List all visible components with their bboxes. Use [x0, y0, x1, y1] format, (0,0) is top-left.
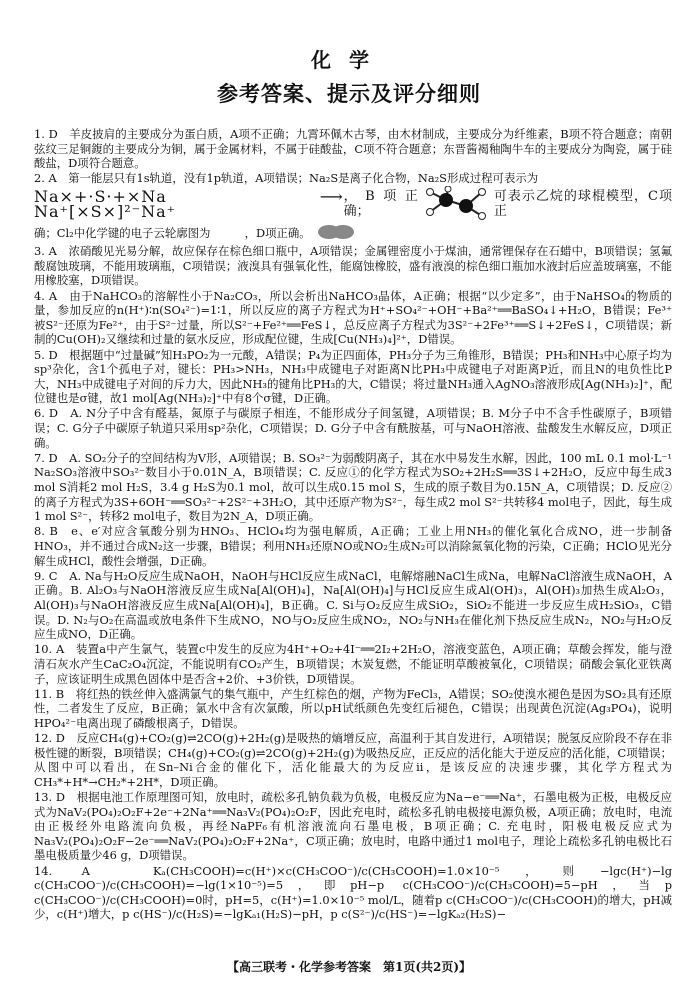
answer-item-10: 10. A 装置a中产生氯气，装置c中发生的反应为4H⁺+O₂+4I⁻══2I₂+2H₂O，溶液变蓝色，A项正确；草酸会挥发，能与澄清石灰水产生CaC₂O₄沉淀，不能说明有CO₂产生，B项错误；木炭复燃，不能证明草酸被氧化，C项错误；硝酸会氧化亚铁离子，应该证明生成黑色固体中是否含+2价、+3价铁，D项错误。: [34, 642, 672, 686]
answer-item-3: 3. A 浓硝酸见光易分解，故应保存在棕色细口瓶中，A项错误；金属锂密度小于煤油，通常锂保存在石蜡中，B项错误；氢氟酸腐蚀玻璃，不能用玻璃瓶，C项错误；液溴具有强氧化性，能腐蚀橡胶，盛有液溴的棕色细口瓶加水液封后应盖玻璃塞，不能用橡胶塞，D项错误。: [34, 244, 672, 288]
page-title: 参考答案、提示及评分细则: [217, 81, 481, 106]
answer-item-14: 14. A Kₐ(CH₃COOH)=c(H⁺)×c(CH₃COO⁻)/c(CH₃COOH)=1.0×10⁻⁵，则−lgc(H⁺)−lg c(CH₃COO⁻)/c(CH₃COOH)=−lg(1×10⁻⁵)=5，即pH−p c(CH₃COO⁻)/c(CH₃COOH)=5−pH，当p c(CH₃COO⁻)/c(CH₃COOH)=0时，pH=5，c(H⁺)=1.0×10⁻⁵ mol/L，随着p c(CH₃COO⁻)/c(CH₃COOH)的增大，pH减少，c(H⁺)增大，p c(HS⁻)/c(H₂S)=−lgKₐ₁(H₂S)−pH，p c(S²⁻)/c(HS⁻)=−lgKₐ₂(H₂S)−: [34, 863, 672, 922]
answer-item-5: 5. D 根据题中“过量碱”知H₃PO₂为一元酸，A错误；P₄为正四面体，PH₃分子为三角锥形，B错误；PH₃和NH₃中心原子均为sp³杂化，含1个孤电子对，键长：PH₃>NH₃，NH₃中成键电子对距离N比PH₃中成键电子对距离P近，而且N的电负性比P大，NH₃中成键电子对间的斥力大，因此NH₃的键角比PH₃的大，C错误；将过量NH₃通入AgNO₃溶液形成[Ag(NH₃)₂]⁺，配位键也是σ键，故1 mol[Ag(NH₃)₂]⁺中有8个σ键，D正确。: [34, 347, 672, 406]
answer-item-2-cont: [34, 224, 672, 244]
answer-item-8: 8. B e、e′对应含氧酸分别为HNO₃、HClO₄均为强电解质，A正确；工业上用NH₃的催化氧化合成NO，进一步制备HNO₃，并不通过合成N₂这一步骤，B错误；利用NH₃还原NO或NO₂生成N₂可以消除氮氧化物的污染，C正确；HClO见光分解生成HCl，酸性会增强，D正确。: [34, 524, 672, 568]
electron-cloud-icon: [316, 224, 356, 244]
answer-item-9: 9. C A. Na与H₂O反应生成NaOH，NaOH与HCl反应生成NaCl，电解熔融NaCl生成Na，电解NaCl溶液生成NaOH，A正确。B. Al₂O₃与NaOH溶液反应生成Na[Al(OH)₄]，Na[Al(OH)₄]与HCl反应生成Al(OH)₃，Al(OH)₃加热生成Al₂O₃，Al(OH)₃与NaOH溶液反应生成Na[Al(OH)₄]，B正确。C. Si与O₂反应生成SiO₂，SiO₂不能进一步反应生成H₂SiO₃，C错误。D. N₂与O₂在高温或放电条件下生成NO，NO与O₂反应生成NO₂，NO₂与NH₃在催化剂下热反应生成N₂，NO₂与H₂O反应生成NO，D正确。: [34, 568, 672, 642]
answer-item-12: 12. D 反应CH₄(g)+CO₂(g)⇌2CO(g)+2H₂(g)是吸热的熵增反应，高温利于其自发进行，A项错误；脱氢反应阶段不存在非极性键的断裂，B项错误；CH₄(g)+CO₂(g)⇌2CO(g)+2H₂(g)为吸热反应，正反应的活化能大于逆反应的活化能，C项错误；从图中可以看出，在Sn–Ni合金的催化下，活化能最大的为反应ii，是该反应的决速步骤，其化学方程式为CH₃*+H*→CH₂*+2H*，D项正确。: [34, 731, 672, 789]
answer-item-2: 2. A 第一能层只有1s轨道，没有1p轨道，A项错误；Na₂S是离子化合物，Na₂S形成过程可表示为: [34, 171, 539, 186]
answer-item-7: 7. D A. SO₂分子的空间结构为V形，A项错误；B. SO₃²⁻为弱酸阴离子，其在水中易发生水解，因此，100 mL 0.1 mol·L⁻¹ Na₂SO₃溶液中SO₃²⁻数目小于0.01N_A，B项错误；C. 反应①的化学方程式为SO₂+2H₂S══3S↓+2H₂O，反应中每生成3 mol S消耗2 mol H₂S，3.4 g H₂S为0.1 mol，故可以生成0.15 mol S，生成的原子数目为0.15N_A，C项错误；D. 反应②的离子方程式为3S+6OH⁻══SO₃²⁻+2S²⁻+3H₂O，其中还原产物为S²⁻，每生成2 mol S²⁻共转移4 mol电子，因此，每生成1 mol S²⁻，转移2 mol电子，数目为2N_A，D项正确。: [34, 450, 672, 524]
subject-title: 化学: [311, 48, 387, 72]
answer-item-13: 13. D 根据电池工作原理图可知，放电时，疏松多孔钠负载为负极，电极反应为Na−e⁻══Na⁺，石墨电极为正极，电极反应式为NaV₂(PO₄)₂O₂F+2e⁻+2Na⁺══Na₃V₂(PO₄)₂O₂F，因此充电时，疏松多孔钠电极接电源负极，A项正确；放电时，电流由正极经外电路流向负极，再经NaPF₆有机溶液流向石墨电极，B项正确；C. 充电时，阳极电极反应式为Na₃V₂(PO₄)₂O₂F−2e⁻══NaV₂(PO₄)₂O₂F+2Na⁺，C项正确；放电时，电路中通过1 mol电子，理论上疏松多孔钠电极比石墨电极质量少46 g，D项错误。: [34, 790, 672, 863]
formula-after-text: ，B项正确；: [343, 189, 418, 219]
formula-line: [34, 188, 672, 222]
page-footer: 【高三联考・化学参考答案 第1页(共2页)】: [226, 960, 472, 974]
answer-item-4: 4. A 由于NaHCO₃的溶解性小于Na₂CO₃，所以会析出NaHCO₃晶体，A正确；根据“以少定多”，由于NaHSO₄的物质的量，参加反应的n(H⁺)∶n(SO₄²⁻)=1∶1，所以反应的离子方程式为H⁺+SO₄²⁻+OH⁻+Ba²⁺══BaSO₄↓+H₂O，B错误；Fe³⁺被S²⁻还原为Fe²⁺，由于S²⁻过量，所以S²⁻+Fe²⁺══FeS↓，总反应离子方程式为3S²⁻+2Fe³⁺══S↓+2FeS↓，C项错误；新制的Cu(OH)₂又继续和过量的氨水反应，形成配位键，生成[Cu(NH₃)₄]²⁺，D错误。: [34, 288, 672, 347]
answer-item-6: 6. D A. N分子中含有醛基，氮原子与碳原子相连，不能形成分子间氢键，A项错误；B. M分子中不含手性碳原子，B项错误；C. G分子中碳原子轨道只采用sp²杂化，C项错误；D. G分子中含有酰胺基，可与NaOH溶液、盐酸发生水解反应，D项正确。: [34, 406, 672, 450]
answer-body: [34, 127, 672, 923]
na2s-formation-equation: Na×+·S·+×Na ⟶ Na⁺[×S×]²⁻Na⁺: [34, 187, 344, 221]
answer-item-11: 11. B 将红热的铁丝伸入盛满氯气的集气瓶中，产生红棕色的烟，产物为FeCl₃，A错误；SO₂使溴水褪色是因为SO₂具有还原性，二者发生了反应，B正确；氯水中含有次氯酸，所以pH试纸颜色先变红后褪色，C错误；出现黄色沉淀(Ag₃PO₄)，说明HPO₄²⁻电离出现了磷酸根离子，D错误。: [34, 686, 672, 730]
answer-item-1: 1. D 羊皮披肩的主要成分为蛋白质，A项不正确；九霄环佩木古琴，由木材制成，主要成分为纤维素，B项不符合题意；南朝弦纹三足铜鍑的主要成分为铜，属于金属材料，不属于硅酸盐，C项不符合题意；东晋酱褐釉陶牛车的主要成分为陶瓷，属于硅酸盐，D项符合题意。: [34, 127, 672, 171]
ball-stick-model-icon: [424, 186, 488, 225]
formula-after-text-2: 可表示乙烷的球棍模型，C项正: [493, 189, 672, 219]
electron-cloud-text: 确；Cl₂中化学键的电子云轮廓图为 ，D项正确。: [34, 225, 311, 240]
